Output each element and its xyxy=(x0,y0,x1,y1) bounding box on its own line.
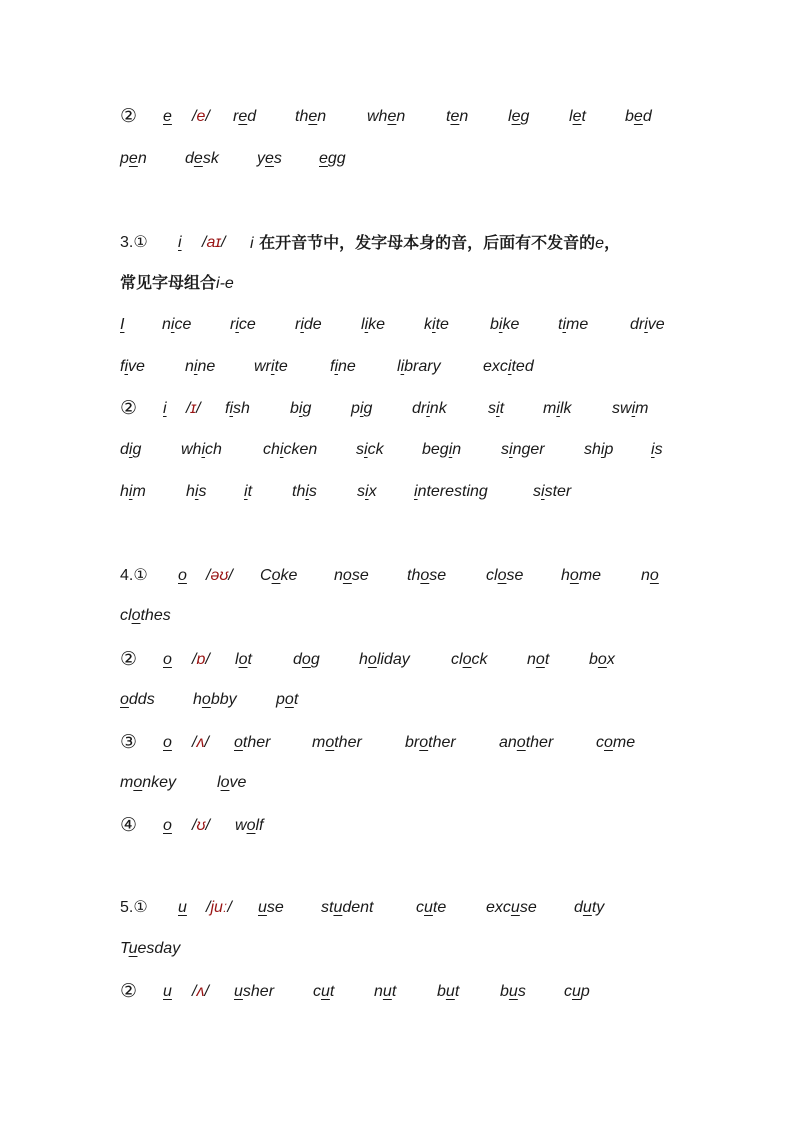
example-word: monkey xyxy=(120,774,177,791)
marker: 5.① xyxy=(120,899,148,916)
phonetic: /ɪ/ xyxy=(186,400,201,417)
example-word: drink xyxy=(412,400,447,417)
example-word: nice xyxy=(162,316,192,333)
example-word: bus xyxy=(500,983,526,1000)
example-word: cup xyxy=(564,983,590,1000)
example-word: dig xyxy=(120,441,142,458)
phonetic: /aɪ/ xyxy=(202,234,226,251)
example-word: come xyxy=(596,734,636,751)
example-word: not xyxy=(527,651,550,668)
marker: ② xyxy=(120,106,138,127)
example-word: I xyxy=(120,316,125,333)
example-word: brother xyxy=(405,734,456,751)
example-word: home xyxy=(561,567,602,584)
example-word: wolf xyxy=(235,817,264,834)
example-word: dog xyxy=(293,651,320,668)
key-letter: o xyxy=(163,817,172,834)
example-word: use xyxy=(258,899,284,916)
example-word: hobby xyxy=(193,691,237,708)
marker: 4.① xyxy=(120,567,148,584)
phonetic: /əʊ/ xyxy=(206,567,233,584)
example-word: library xyxy=(397,358,441,375)
example-word: swim xyxy=(612,400,649,417)
example-word: nine xyxy=(185,358,216,375)
example-word: fine xyxy=(330,358,356,375)
example-word: pig xyxy=(351,400,373,417)
example-word: kite xyxy=(424,316,449,333)
example-word: when xyxy=(367,108,406,125)
example-word: usher xyxy=(234,983,275,1000)
example-word: Tuesday xyxy=(120,940,181,957)
example-word: holiday xyxy=(359,651,410,668)
key-letter: u xyxy=(163,983,172,1000)
example-word: big xyxy=(290,400,312,417)
phonetic: /ʊ/ xyxy=(192,817,210,834)
example-word: sister xyxy=(533,483,572,500)
example-word: desk xyxy=(185,150,219,167)
key-letter: o xyxy=(163,734,172,751)
example-word: those xyxy=(407,567,447,584)
example-word: interesting xyxy=(414,483,488,500)
example-word: clothes xyxy=(120,607,171,624)
example-word: like xyxy=(361,316,386,333)
example-word: chicken xyxy=(263,441,318,458)
marker: ② xyxy=(120,981,138,1002)
example-word: other xyxy=(234,734,271,751)
example-word: bed xyxy=(625,108,652,125)
example-word: drive xyxy=(630,316,665,333)
key-letter: o xyxy=(163,651,172,668)
phonetic: /ɒ/ xyxy=(192,651,210,668)
example-word: nut xyxy=(374,983,397,1000)
key-letter: i xyxy=(178,234,182,251)
marker: 3.① xyxy=(120,234,148,251)
rule-description: i 在开音节中，发字母本身的音，后面有不发音的e， xyxy=(250,233,621,252)
example-word: leg xyxy=(508,108,530,125)
example-word: excuse xyxy=(486,899,537,916)
example-word: his xyxy=(186,483,207,500)
example-word: nose xyxy=(334,567,369,584)
example-word: rice xyxy=(230,316,256,333)
example-word: love xyxy=(217,774,247,791)
phonetic: /ʌ/ xyxy=(192,734,209,751)
example-word: duty xyxy=(574,899,605,916)
example-word: Coke xyxy=(260,567,298,584)
example-word: six xyxy=(357,483,377,500)
example-word: another xyxy=(499,734,554,751)
example-word: then xyxy=(295,108,327,125)
example-word: singer xyxy=(501,441,545,458)
marker: ③ xyxy=(120,732,138,753)
example-word: excited xyxy=(483,358,534,375)
example-word: lot xyxy=(235,651,252,668)
example-word: sick xyxy=(356,441,384,458)
example-word: yes xyxy=(257,150,282,167)
example-word: cute xyxy=(416,899,447,916)
example-word: let xyxy=(569,108,586,125)
key-letter: e xyxy=(163,108,172,125)
example-word: pot xyxy=(276,691,299,708)
example-word: ride xyxy=(295,316,322,333)
key-letter: i xyxy=(163,400,167,417)
example-word: is xyxy=(651,441,663,458)
example-word: it xyxy=(244,483,253,500)
example-word: no xyxy=(641,567,659,584)
example-word: but xyxy=(437,983,460,1000)
marker: ② xyxy=(120,649,138,670)
example-word: egg xyxy=(319,150,346,167)
marker: ④ xyxy=(120,815,138,836)
example-word: write xyxy=(254,358,288,375)
phonetic: /e/ xyxy=(192,108,210,125)
example-word: close xyxy=(486,567,524,584)
phonetic: /juː/ xyxy=(206,899,232,916)
example-word: pen xyxy=(120,150,147,167)
example-word: box xyxy=(589,651,615,668)
example-word: milk xyxy=(543,400,572,417)
example-word: clock xyxy=(451,651,488,668)
example-word: this xyxy=(292,483,317,500)
example-word: cut xyxy=(313,983,335,1000)
phonetic: /ʌ/ xyxy=(192,983,209,1000)
example-word: begin xyxy=(422,441,462,458)
example-word: odds xyxy=(120,691,155,708)
key-letter: o xyxy=(178,567,187,584)
example-word: ten xyxy=(446,108,469,125)
example-word: time xyxy=(558,316,589,333)
key-letter: u xyxy=(178,899,187,916)
marker: ② xyxy=(120,398,138,419)
example-word: him xyxy=(120,483,146,500)
example-word: which xyxy=(181,441,222,458)
example-word: mother xyxy=(312,734,362,751)
combo-label: 常见字母组合i-e xyxy=(120,273,234,292)
example-word: bike xyxy=(490,316,520,333)
example-word: student xyxy=(321,899,374,916)
example-word: sit xyxy=(488,400,505,417)
example-word: five xyxy=(120,358,145,375)
example-word: red xyxy=(233,108,257,125)
example-word: fish xyxy=(225,400,250,417)
example-word: ship xyxy=(584,441,614,458)
